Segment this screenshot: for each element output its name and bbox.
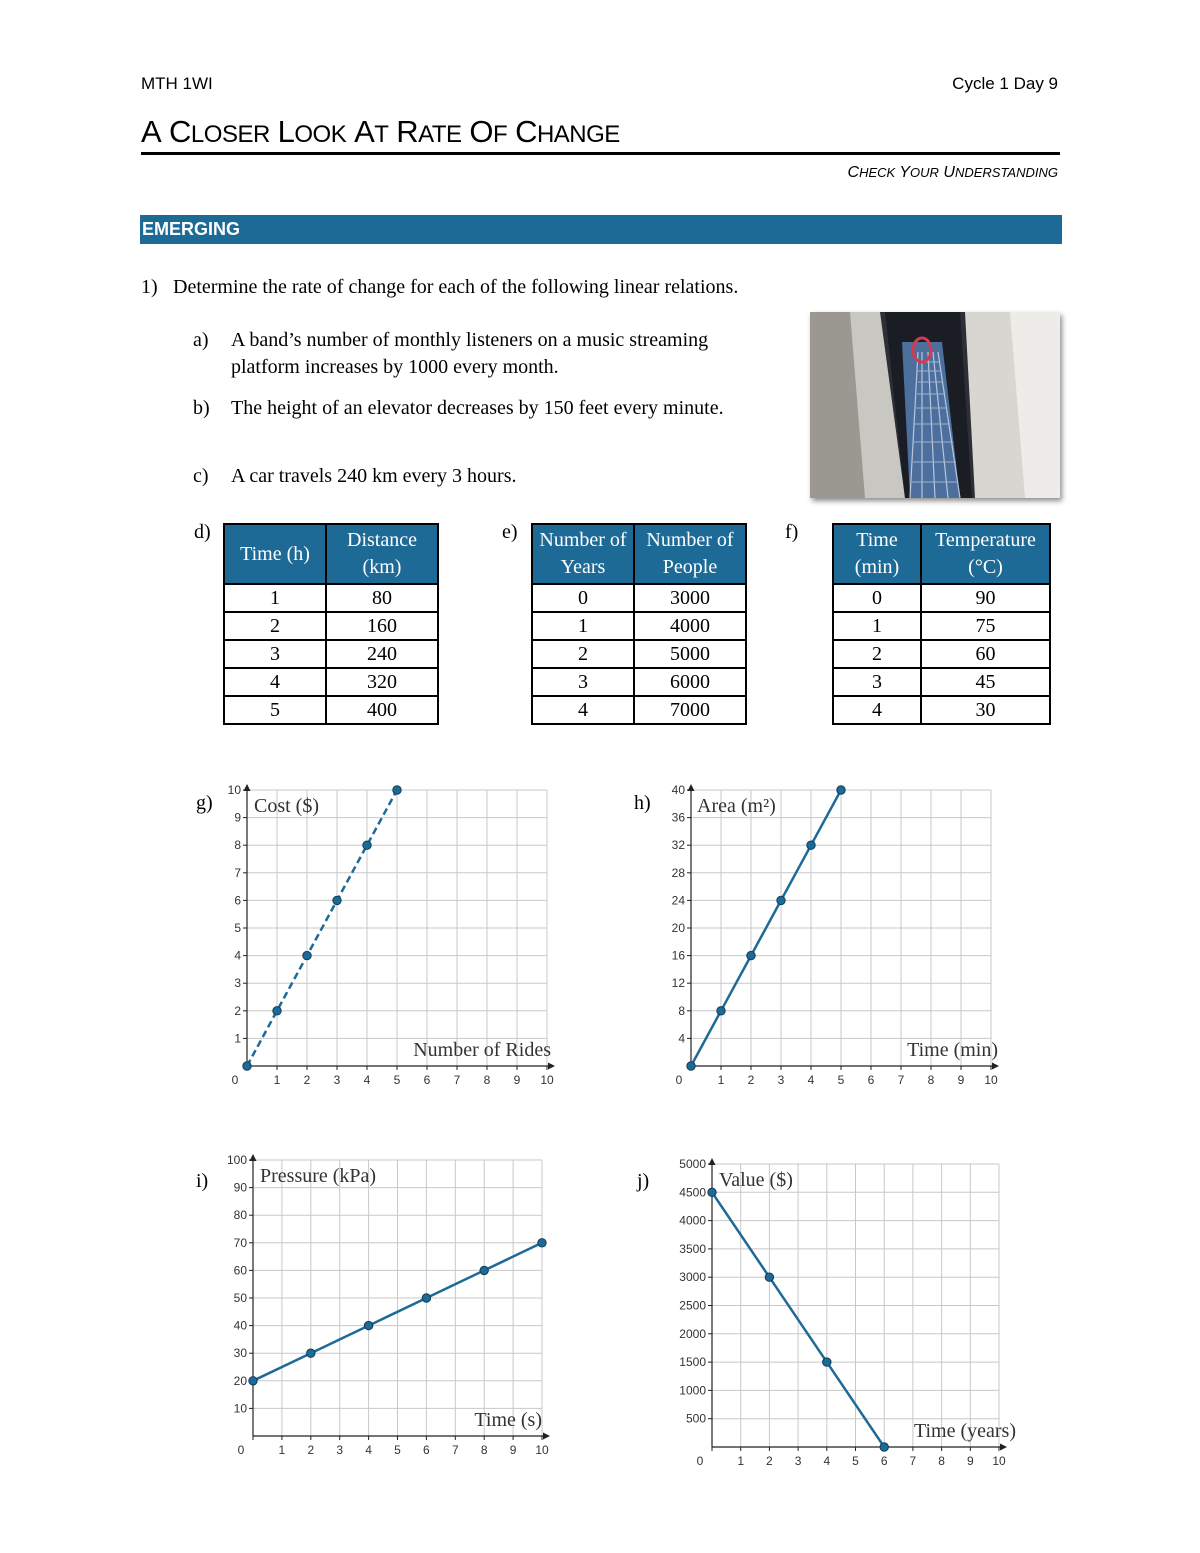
table-row [224,640,438,668]
data-point [777,896,785,904]
table-cell: 2 [833,640,921,668]
y-tick-label: 6 [234,893,241,908]
x-tick-label: 4 [823,1454,831,1468]
x-axis-title: Time (min) [907,1039,998,1061]
data-point [708,1188,716,1196]
table-cell: 4000 [634,612,746,640]
x-tick-label: 1 [273,1073,281,1087]
y-tick-label: 1500 [679,1355,706,1370]
graph-h [660,775,1010,1095]
table-header: Number of Years [532,524,634,584]
x-tick-label: 10 [984,1073,998,1087]
y-axis-title: Cost ($) [254,795,319,817]
table-cell: 60 [921,640,1050,668]
graph-g [226,775,566,1095]
y-tick-label: 1000 [679,1383,706,1398]
y-tick-label: 3 [234,976,241,991]
x-tick-label: 3 [794,1454,802,1468]
table-cell: 3 [833,668,921,696]
y-tick-label: 7 [234,865,241,880]
table-e-label: e) [502,521,518,543]
data-point [765,1273,773,1281]
table-cell: 90 [921,584,1050,612]
x-axis-arrow [548,1063,555,1070]
y-tick-label: 50 [233,1291,247,1305]
table-cell: 45 [921,668,1050,696]
table-cell: 400 [326,696,438,724]
question-1 [141,274,738,301]
table-cell: 160 [326,612,438,640]
table-row [532,696,746,724]
table-cell: 4 [532,696,634,724]
data-point [837,786,845,794]
x-tick-label: 5 [837,1073,845,1087]
y-tick-label: 20 [233,1373,247,1388]
table-row [224,612,438,640]
graph-j-label: j) [637,1170,650,1192]
table-header: Time (min) [833,524,921,584]
x-tick-label: 0 [675,1073,683,1087]
table-cell: 1 [833,612,921,640]
y-tick-label: 10 [227,783,241,797]
x-tick-label: 5 [393,1073,401,1087]
x-tick-label: 0 [231,1073,239,1087]
data-point [538,1239,546,1247]
data-point [243,1062,251,1070]
data-point [717,1007,725,1015]
table-cell: 0 [833,584,921,612]
x-tick-label: 10 [540,1073,554,1087]
x-tick-label: 2 [766,1454,773,1468]
data-point [823,1358,831,1366]
item-text: A band’s number of monthly listeners on a music streaming platform increases by 1000 every month. [231,329,709,378]
x-tick-label: 7 [897,1073,905,1087]
table-row [532,584,746,612]
y-tick-label: 2 [234,1003,241,1018]
y-tick-label: 5000 [679,1157,706,1171]
x-tick-label: 9 [513,1073,521,1087]
x-tick-label: 7 [453,1073,461,1087]
table-header: Number of People [634,524,746,584]
table-row [532,612,746,640]
x-tick-label: 9 [957,1073,965,1087]
item-text: A car travels 240 km every 3 hours. [231,465,517,487]
y-tick-label: 24 [671,893,685,908]
y-axis-title: Value ($) [719,1169,793,1191]
table-row [833,640,1050,668]
x-tick-label: 6 [423,1443,430,1457]
table-cell: 75 [921,612,1050,640]
x-tick-label: 8 [480,1443,488,1457]
y-tick-label: 30 [233,1346,247,1361]
x-tick-label: 4 [363,1073,371,1087]
x-tick-label: 4 [365,1443,372,1457]
table-cell: 1 [224,584,326,612]
data-point [303,951,311,959]
table-header: Distance (km) [326,524,438,584]
x-tick-label: 8 [483,1073,491,1087]
table-cell: 7000 [634,696,746,724]
data-point [273,1007,281,1015]
y-tick-label: 4 [678,1031,685,1046]
y-tick-label: 20 [671,921,685,935]
x-tick-label: 8 [927,1073,935,1087]
y-tick-label: 16 [671,948,685,963]
y-tick-label: 1 [234,1031,241,1046]
y-tick-label: 3000 [679,1270,706,1285]
x-tick-label: 2 [747,1073,755,1087]
x-tick-label: 5 [394,1443,401,1457]
data-point [807,841,815,849]
data-point [333,896,341,904]
table-cell: 6000 [634,668,746,696]
title-divider [141,152,1060,155]
item-text: The height of an elevator decreases by 150 feet every minute. [231,397,724,419]
graph-g-label: g) [196,792,213,814]
item-label: c) [193,465,209,487]
y-tick-label: 32 [671,838,685,853]
x-tick-label: 4 [807,1073,815,1087]
table-cell: 5 [224,696,326,724]
elevator-shaft-photo [810,312,1060,498]
y-tick-label: 36 [671,810,685,825]
table-cell: 2 [532,640,634,668]
table-header: Time (h) [224,524,326,584]
table-row [224,668,438,696]
table-row [532,668,746,696]
table-row [833,612,1050,640]
x-tick-label: 2 [303,1073,311,1087]
x-tick-label: 9 [966,1454,974,1468]
y-tick-label: 4000 [679,1213,706,1228]
data-point [364,1321,372,1329]
table-row [532,640,746,668]
x-tick-label: 7 [451,1443,459,1457]
y-tick-label: 10 [233,1401,247,1416]
x-tick-label: 3 [777,1073,785,1087]
x-tick-label: 9 [509,1443,517,1457]
y-tick-label: 9 [234,810,241,825]
y-tick-label: 4 [234,948,241,963]
data-point [687,1062,695,1070]
graph-j [660,1150,1020,1480]
table-cell: 1 [532,612,634,640]
data-point [307,1349,315,1357]
y-tick-label: 2500 [679,1298,706,1313]
header-course-code: MTH 1WI [141,74,213,93]
table-cell: 30 [921,696,1050,724]
x-tick-label: 2 [307,1443,315,1457]
table-cell: 3 [532,668,634,696]
table-cell: 2 [224,612,326,640]
x-tick-label: 6 [880,1454,888,1468]
page-subtitle: CHECK YOUR UNDERSTANDING [847,164,1058,181]
item-label: a) [193,329,209,351]
table-row [833,668,1050,696]
x-tick-label: 10 [535,1443,549,1457]
x-tick-label: 3 [336,1443,344,1457]
x-tick-label: 10 [992,1454,1006,1468]
x-axis-title: Time (s) [474,1409,542,1431]
y-tick-label: 40 [671,783,685,797]
header-cycle-day: Cycle 1 Day 9 [952,74,1058,93]
y-tick-label: 3500 [679,1241,706,1256]
page-title: A CLOSER LOOK AT RATE OF CHANGE [141,114,620,149]
item-label: b) [193,397,210,419]
y-tick-label: 5 [234,921,241,935]
table-cell: 5000 [634,640,746,668]
table-f [832,523,1051,725]
table-header: Temperature (°C) [921,524,1050,584]
x-tick-label: 0 [696,1454,704,1468]
y-tick-label: 500 [685,1411,706,1426]
x-tick-label: 1 [737,1454,745,1468]
table-row [833,696,1050,724]
y-tick-label: 90 [233,1180,247,1195]
table-row [224,696,438,724]
table-cell: 320 [326,668,438,696]
table-cell: 4 [833,696,921,724]
y-tick-label: 2000 [679,1326,706,1341]
graph-h-label: h) [634,792,651,814]
y-axis-title: Pressure (kPa) [260,1165,377,1187]
table-f-label: f) [785,521,799,543]
data-point [880,1443,888,1451]
graph-i [220,1150,565,1470]
table-d [223,523,439,725]
y-tick-label: 40 [233,1318,247,1333]
x-tick-label: 8 [938,1454,945,1468]
y-tick-label: 12 [671,976,685,991]
y-tick-label: 80 [233,1208,247,1223]
x-axis-arrow [1000,1444,1007,1451]
data-point [480,1266,488,1274]
x-axis-title: Time (years) [913,1420,1016,1442]
table-cell: 240 [326,640,438,668]
x-axis-title: Number of Rides [413,1039,551,1061]
table-e [531,523,747,725]
table-cell: 3000 [634,584,746,612]
y-tick-label: 4500 [679,1185,706,1200]
table-cell: 0 [532,584,634,612]
table-cell: 80 [326,584,438,612]
x-tick-label: 7 [909,1454,917,1468]
table-cell: 3 [224,640,326,668]
y-tick-label: 28 [671,865,685,880]
data-point [422,1294,430,1302]
y-tick-label: 60 [233,1263,247,1278]
x-tick-label: 6 [867,1073,875,1087]
x-tick-label: 3 [333,1073,341,1087]
x-axis-arrow [992,1063,999,1070]
data-point [249,1377,257,1385]
data-point [393,786,401,794]
x-tick-label: 6 [423,1073,431,1087]
x-axis-arrow [543,1433,550,1440]
table-row [224,584,438,612]
y-tick-label: 8 [678,1003,685,1018]
table-row [833,584,1050,612]
y-tick-label: 70 [233,1235,247,1250]
section-banner: EMERGING [140,215,1062,244]
y-axis-title: Area (m²) [697,795,776,817]
x-tick-label: 1 [717,1073,725,1087]
x-tick-label: 0 [237,1443,245,1457]
data-point [747,951,755,959]
question-text: Determine the rate of change for each of the following linear relations. [173,276,739,298]
table-d-label: d) [194,521,211,543]
x-tick-label: 5 [852,1454,859,1468]
y-tick-label: 8 [234,838,241,853]
graph-i-label: i) [196,1170,209,1192]
x-tick-label: 1 [278,1443,286,1457]
question-number: 1) [141,276,158,298]
y-tick-label: 100 [226,1153,247,1167]
data-point [363,841,371,849]
table-cell: 4 [224,668,326,696]
